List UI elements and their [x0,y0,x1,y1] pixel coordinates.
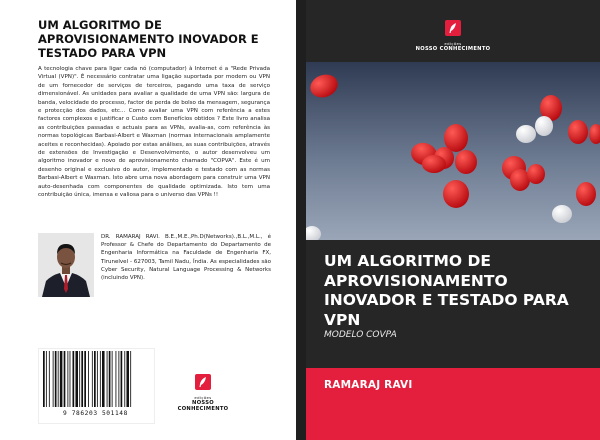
barcode-bar [126,351,129,407]
barcode-bar [55,351,57,407]
publisher-label-small: edições [194,395,212,400]
barcode-bar [118,351,119,407]
front-cover-title: UM ALGORITMO DE APROVISIONAMENTO INOVADOR E TESTADO PARA VPN [324,252,569,329]
barcode-bar [92,351,93,407]
quill-icon [195,374,211,390]
publisher-logo-front [306,20,600,52]
barcode-bar [84,351,86,407]
barcode-bar [64,351,66,407]
back-cover-description: A tecnologia chave para ligar cada nó (computador) à Internet é a "Rede Privada Virtual (VPN)". É necessário contratar uma ligação suportada por modem ou VPN de um fornecedor de serviços de terceiros, pagando uma taxa de serviço dimensionável. As unidades para avaliar a qualidade de uma VPN são: largura de banda, velocidade do processo, factor de perda de bolso da mensagem, segurança e protecção dos dados, etc... Como avaliar uma VPN com referência a estes factores complexos e justificar o Custo com Benefícios obtidos ? Este livro analisa as contribuições passadas e actuais para as VPNs, avalia-as, com referência às normas topológicas Barbasi-Albert e Waxman (normas internacionais amplamente aceites e reconhecidas). Apoiado por estas análises, as suas contribuições, através de extensões de Investigação e Desenvolvimento, o autor desenvolveu um algoritmo inovador e novo de aprovisionamento chamado "COPVA". Este é um desenho original e exclusivo do autor, implementado e testado com as normas Barbasi-Albert e Waxman. Isto abre uma nova abordagem para construir uma VPN auto-desenhada com componentes de qualidade optimizada. Isto tem uma contribuição única, imensa e valiosa para o universo das VPNs !! [38,66,270,199]
barcode-bar [60,351,63,407]
barcode-bar [94,351,96,407]
barcode-bar [75,351,78,407]
barcode-bar [107,351,108,407]
barcode-bar [102,351,105,407]
barcode-bar [112,351,113,407]
barcode-bar [70,351,71,407]
author-photo [38,233,94,297]
barcode-bar [88,351,89,407]
barcode-bar [43,351,45,407]
barcode-bar [130,351,131,407]
barcode-bar [100,351,101,407]
author-bio: DR. RAMARAJ RAVI. B.E.,M.E.,Ph.D(Networks).,B.L.,M.L., é Professor & Chefe do Departamento do Departamento de Engenharia Informática na Faculdade de Engenharia FX, Tirunelvel - 627003, Tamil Nadu, Índia. As especialidades são Cyber Security, Natural Language Processing & Networks (incluindo VPN). [101,234,271,282]
barcode-bar [81,351,83,407]
barcode-bar [109,351,111,407]
quill-icon [445,20,461,36]
barcode-bar [58,351,59,407]
front-cover-author: RAMARAJ RAVI [324,379,413,391]
publisher-logo-back [176,374,230,412]
barcode-bar [121,351,123,407]
book-spine [296,0,306,440]
publisher-label-small: edições [444,41,462,46]
barcode-bar [53,351,54,407]
barcode-bar [73,351,75,407]
barcode-bar [67,351,68,407]
barcode-bar [46,351,47,407]
barcode-bar [97,351,98,407]
barcode-bar [124,351,125,407]
front-cover-subtitle: MODELO COVPA [324,330,397,340]
front-cover [306,0,600,440]
back-cover [0,0,296,440]
publisher-name: NOSSO CONHECIMENTO [177,400,229,412]
barcode-bar [116,351,117,407]
barcode-bar [49,351,50,407]
publisher-name: NOSSO CONHECIMENTO [415,46,491,52]
back-cover-title: UM ALGORITMO DE APROVISIONAMENTO INOVADOR E TESTADO PARA VPN [38,18,259,60]
cover-photo-balloons [306,62,600,240]
barcode-bar [79,351,80,407]
isbn-number: 9 786203 501148 [63,410,128,417]
